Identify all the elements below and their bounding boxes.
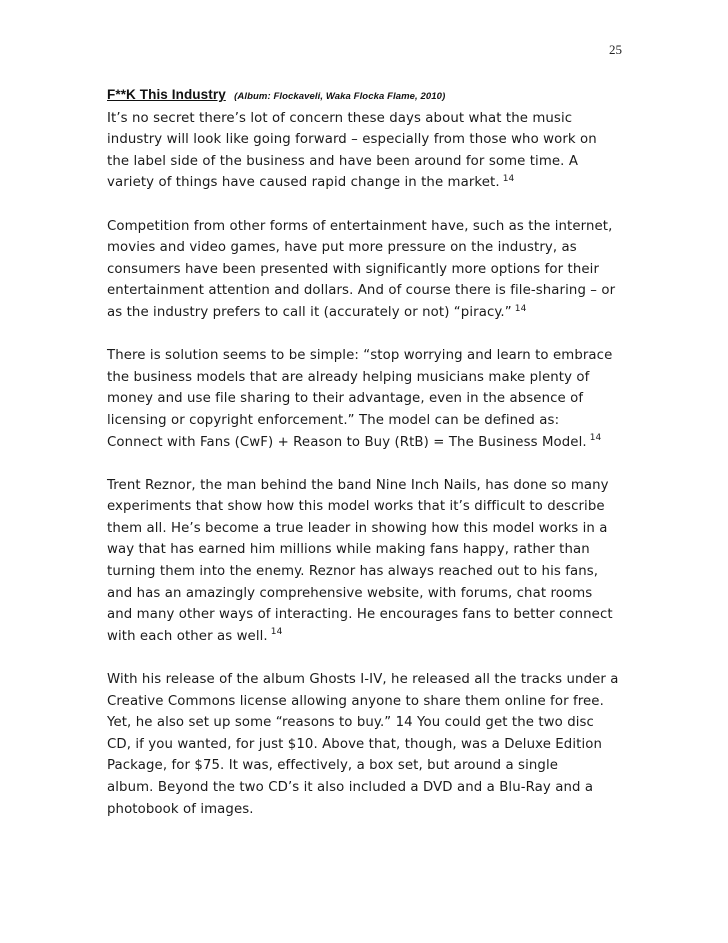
- paragraph-line: money and use file sharing to their advantage, even in the absence of: [107, 391, 584, 407]
- paragraph-line: turning them into the enemy. Reznor has always reached out to his fans,: [107, 564, 599, 580]
- paragraph-line: Yet, he also set up some “reasons to buy.” 14 You could get the two disc: [107, 715, 594, 731]
- paragraph-line: the business models that are already helping musicians make plenty of: [107, 369, 590, 385]
- paragraph-line: CD, if you wanted, for just $10. Above that, though, was a Deluxe Edition: [107, 736, 603, 752]
- paragraph-4: [107, 475, 627, 648]
- paragraph-line: Competition from other forms of entertainment have, such as the internet,: [107, 218, 613, 234]
- paragraph-1: [107, 108, 627, 194]
- paragraph-line: [107, 172, 627, 194]
- paragraph-line: and many other ways of interacting. He encourages fans to better connect: [107, 607, 613, 623]
- paragraph-line: Package, for $75. It was, effectively, a box set, but around a single: [107, 758, 559, 774]
- paragraph-line-text: Connect with Fans (CwF) + Reason to Buy (RtB) = The Business Model.: [107, 434, 587, 450]
- paragraph-line-text: variety of things have caused rapid change in the market.: [107, 175, 500, 191]
- paragraph-line: movies and video games, have put more pressure on the industry, as: [107, 240, 577, 256]
- paragraph-line: Trent Reznor, the man behind the band Nine Inch Nails, has done so many: [107, 477, 609, 493]
- paragraph-line: album. Beyond the two CD’s it also included a DVD and a Blu-Ray and a: [107, 780, 594, 795]
- paragraph-line: There is solution seems to be simple: “stop worrying and learn to embrace: [107, 348, 613, 364]
- paragraph-line-text: as the industry prefers to call it (accurately or not) “piracy.”: [107, 304, 512, 320]
- paragraph-line-text: with each other as well.: [107, 628, 268, 644]
- paragraph-line: photobook of images.: [107, 801, 254, 817]
- paragraph-line: It’s no secret there’s lot of concern these days about what the music: [107, 110, 573, 126]
- album-note: (Album: Flockaveli, Waka Flocka Flame, 2010): [234, 91, 446, 102]
- paragraph-3: [107, 345, 627, 453]
- citation-marker: 14: [502, 173, 515, 184]
- paragraph-line: [107, 302, 627, 324]
- section-title: F**K This Industry: [107, 87, 226, 102]
- paragraph-line: the label side of the business and have been around for some time. A: [107, 153, 579, 169]
- paragraph-5: [107, 669, 627, 820]
- section-heading: [107, 84, 627, 108]
- page-number: 25: [609, 42, 622, 57]
- paragraph-line: consumers have been presented with significantly more options for their: [107, 261, 600, 277]
- paragraph-line: licensing or copyright enforcement.” The model can be defined as:: [107, 412, 560, 428]
- paragraph-line: and has an amazingly comprehensive website, with forums, chat rooms: [107, 585, 593, 601]
- paragraph-line: them all. He’s become a true leader in showing how this model works in a: [107, 520, 608, 536]
- paragraph-line: entertainment attention and dollars. And of course there is file-sharing – or: [107, 283, 616, 299]
- paragraph-line: [107, 432, 627, 454]
- paragraph-line: experiments that show how this model works that it’s difficult to describe: [107, 499, 605, 515]
- paragraph-line: industry will look like going forward – especially from those who work on: [107, 132, 597, 148]
- paragraph-2: [107, 216, 627, 324]
- paragraph-line: [107, 626, 627, 648]
- citation-marker: 14: [270, 627, 283, 638]
- document-body: [107, 84, 627, 842]
- citation-marker: 14: [514, 303, 527, 314]
- paragraph-line: With his release of the album Ghosts I-IV, he released all the tracks under a: [107, 672, 619, 688]
- paragraph-line: Creative Commons license allowing anyone to share them online for free.: [107, 693, 604, 709]
- citation-marker: 14: [589, 433, 602, 444]
- paragraph-line: way that has earned him millions while making fans happy, rather than: [107, 542, 590, 558]
